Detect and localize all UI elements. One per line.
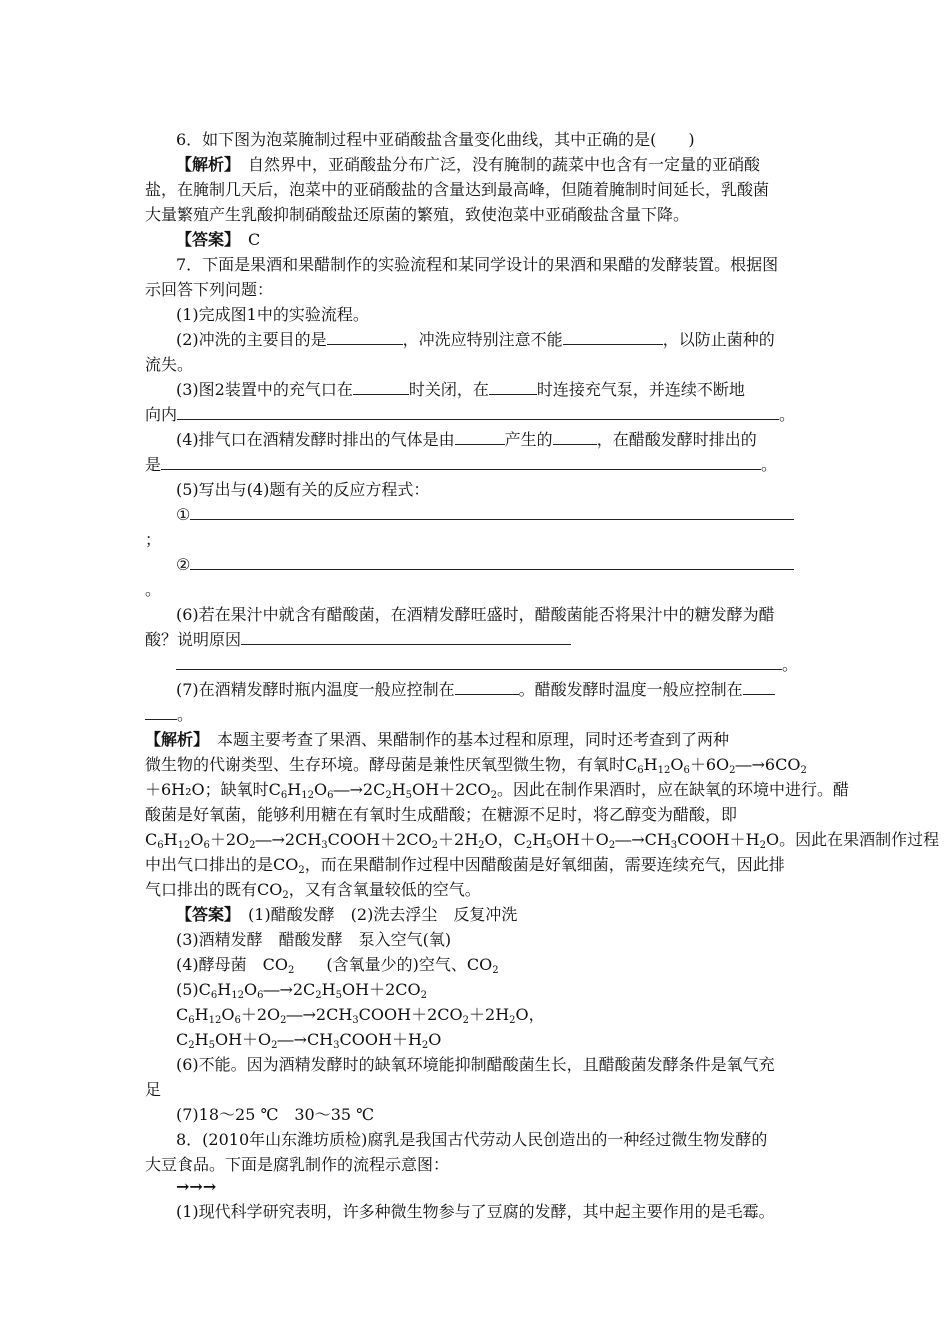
q7-answer-line-5b: $C_6H_{12}O_6+2O_2―\to 2CH_3COOH+2CO_2+2H_2O$， <box>176 1005 545 1026</box>
answer-blank[interactable] <box>553 428 597 445</box>
answer-blank[interactable] <box>455 678 519 695</box>
q7-part4-text-b: 产生的 <box>504 430 553 449</box>
answer-blank[interactable] <box>145 703 177 720</box>
q7-analysis-text-2: 微生物的代谢类型、生存环境。酵母菌是兼性厌氧型微生物，有氧时 <box>145 755 626 774</box>
q7-part5-eq2 <box>176 553 794 577</box>
q7-answer-line-5: $(5)C_6H_{12}O_6―\to 2C_2H_5OH+2CO_2$ <box>176 980 427 1001</box>
q7-analysis-text-6a: 中出气口排出的是 <box>145 855 274 874</box>
q7-analysis-line <box>145 728 729 752</box>
q7-analysis-line-2: 微生物的代谢类型、生存环境。酵母菌是兼性厌氧型微生物，有氧时$C_6H_{12}O_6+6O_2―\to 6CO_2$ <box>145 755 807 776</box>
q7-part4-text-e: 。 <box>761 455 778 474</box>
answer-blank[interactable] <box>241 628 571 645</box>
q7-analysis-text-3b: 。因此在制作果酒时，应在缺氧的环境中进行。醋 <box>497 780 850 799</box>
answer-blank[interactable] <box>327 328 403 345</box>
q7-analysis-line-5: $C_6H_{12}O_6+2O_2―\to 2CH_3COOH+2CO_2+2H_2O$，$C_2H_5OH+O_2―\to CH_3COOH+H_2O$。因此在果酒制作过程 <box>145 830 940 851</box>
q8-stem: 8．(2010年山东潍坊质检)腐乳是我国古代劳动人民创造出的一种经过微生物发酵的 <box>176 1130 768 1149</box>
q7-part5-circle-1: ① <box>176 505 191 524</box>
q7-answer-line <box>176 903 517 927</box>
answer-blank[interactable] <box>455 428 505 445</box>
answer-blank[interactable] <box>190 503 794 520</box>
q7-part2-text-c: ，以防止菌种的 <box>662 330 775 349</box>
q6-analysis-label: 【解析】 <box>176 155 233 174</box>
q7-part7-text-b: 。醋酸发酵时温度一般应控制在 <box>518 680 743 699</box>
q7-analysis-line-7: 气口排出的既有$CO_2$，又有含氧量较低的空气。 <box>145 880 481 901</box>
answer-blank[interactable] <box>161 453 761 470</box>
q7-answer-line-3: (3)酒精发酵 醋酸发酵 泵入空气(氧) <box>176 930 452 949</box>
q7-part4-text-a: (4)排气口在酒精发酵时排出的气体是由 <box>176 430 455 449</box>
q7-part6-cont <box>145 628 571 652</box>
q7-part7 <box>176 678 775 702</box>
q7-part4-text-d: 是 <box>145 455 162 474</box>
q7-part4 <box>176 428 757 452</box>
q7-analysis-text-3a: ＋6H₂O；缺氧时 <box>145 780 269 799</box>
q7-part5: (5)写出与(4)题有关的反应方程式： <box>176 480 430 499</box>
answer-blank[interactable] <box>563 328 663 345</box>
q7-answer-line-4: (4)酵母菌 $CO_2$ (含氧量少的)空气、$CO_2$ <box>176 955 499 976</box>
q7-stem-2: 示回答下列问题： <box>145 280 274 299</box>
answer-blank[interactable] <box>353 378 409 395</box>
q7-part7-cont <box>145 703 193 727</box>
q7-part2-text-b: ，冲洗应特别注意不能 <box>402 330 563 349</box>
q6-answer-label: 【答案】 <box>176 230 233 249</box>
q8-flow-arrows: →→→ <box>176 1177 217 1196</box>
q7-part3 <box>176 378 745 402</box>
q7-part2-cont: 流失。 <box>145 355 194 374</box>
q7-stem: 7．下面是果酒和果醋制作的实验流程和某同学设计的果酒和果醋的发酵装置。根据图 <box>176 255 779 274</box>
q7-part6-line <box>176 653 798 677</box>
q6-answer-text: C <box>232 230 261 249</box>
q7-part3-text-e: 。 <box>779 405 796 424</box>
q8-stem-2: 大豆食品。下面是腐乳制作的流程示意图： <box>145 1155 450 1174</box>
q6-stem: 6．如下图为泡菜腌制过程中亚硝酸盐含量变化曲线，其中正确的是( ) <box>176 130 695 149</box>
q7-analysis-line-6: 中出气口排出的是$CO_2$，而在果醋制作过程中因醋酸菌是好氧细菌，需要连续充气，因此排 <box>145 855 785 876</box>
answer-blank[interactable] <box>177 403 779 420</box>
answer-blank[interactable] <box>489 378 537 395</box>
q7-part3-text-a: (3)图2装置中的充气口在 <box>176 380 353 399</box>
q7-part4-text-c: ，在醋酸发酵时排出的 <box>596 430 757 449</box>
q6-analysis-line <box>176 153 760 177</box>
q7-answer-text-4a: (4)酵母菌 <box>176 955 263 974</box>
q7-part4-cont <box>145 453 777 477</box>
q6-analysis-text: 自然界中，亚硝酸盐分布广泛，没有腌制的蔬菜中也含有一定量的亚硝酸 <box>232 155 761 174</box>
q7-part3-text-d: 向内 <box>145 405 178 424</box>
q7-answer-line-5c: $C_2H_5OH+O_2―\to CH_3COOH+H_2O$ <box>176 1030 442 1051</box>
q7-analysis-text-7b: ，又有含氧量较低的空气。 <box>288 880 481 899</box>
answer-blank[interactable] <box>190 553 794 570</box>
q7-part3-cont <box>145 403 795 427</box>
q7-analysis-text-5b: 。因此在果酒制作过程 <box>779 830 940 849</box>
q8-part1: (1)现代科学研究表明，许多种微生物参与了豆腐的发酵，其中起主要作用的是毛霉。 <box>176 1202 775 1221</box>
q7-analysis-text-6b: ，而在果醋制作过程中因醋酸菌是好氧细菌，需要连续充气，因此排 <box>304 855 785 874</box>
q7-answer-line-6b: 足 <box>145 1080 162 1099</box>
q7-part1: (1)完成图1中的实验流程。 <box>176 305 369 324</box>
q7-analysis-line-4: 酸菌是好氧菌，能够利用糖在有氧时生成醋酸；在糖源不足时，将乙醇变为醋酸，即 <box>145 805 738 824</box>
q7-part5-circle-2: ② <box>176 555 191 574</box>
q7-part5-end: 。 <box>145 580 162 599</box>
q7-part5-eq1 <box>176 503 794 527</box>
q7-answer-line-7: (7)18～25 ℃ 30～35 ℃ <box>176 1105 375 1124</box>
q7-part6-end: 。 <box>782 655 799 674</box>
q7-part2-text-a: (2)冲洗的主要目的是 <box>176 330 327 349</box>
q7-answer-line-6: (6)不能。因为酒精发酵时的缺氧环境能抑制醋酸菌生长，且醋酸菌发酵条件是氧气充 <box>176 1055 775 1074</box>
q7-part3-text-b: 时关闭，在 <box>408 380 489 399</box>
q7-part6-text-b: 酸？说明原因 <box>145 630 242 649</box>
q7-analysis-line-3: ＋6H₂O；缺氧时$C_6H_{12}O_6―\to 2C_2H_5OH+2CO_2$。因此在制作果酒时，应在缺氧的环境中进行。醋 <box>145 780 850 801</box>
q7-part5-semicolon: ； <box>145 530 162 549</box>
q7-answer-label: 【答案】 <box>176 905 233 924</box>
q7-part2 <box>176 328 775 352</box>
q7-answer-text-1: (1)醋酸发酵 (2)洗去浮尘 反复冲洗 <box>232 905 518 924</box>
q7-analysis-text-7a: 气口排出的既有 <box>145 880 258 899</box>
answer-blank[interactable] <box>743 678 775 695</box>
q6-answer-line <box>176 228 260 252</box>
q6-analysis-line-2: 盐，在腌制几天后，泡菜中的亚硝酸盐的含量达到最高峰，但随着腌制时间延长，乳酸菌 <box>145 180 770 199</box>
q7-analysis-text: 本题主要考查了果酒、果醋制作的基本过程和原理，同时还考查到了两种 <box>201 730 730 749</box>
q7-analysis-label: 【解析】 <box>145 730 202 749</box>
q7-part7-text-a: (7)在酒精发酵时瓶内温度一般应控制在 <box>176 680 455 699</box>
q7-answer-text-4b: (含氧量少的)空气、 <box>294 955 467 974</box>
q6-analysis-line-3: 大量繁殖产生乳酸抑制硝酸盐还原菌的繁殖，致使泡菜中亚硝酸盐含量下降。 <box>145 205 690 224</box>
q7-part7-text-c: 。 <box>177 705 194 724</box>
q7-part3-text-c: 时连接充气泵，并连续不断地 <box>536 380 745 399</box>
q7-part6: (6)若在果汁中就含有醋酸菌，在酒精发酵旺盛时，醋酸菌能否将果汁中的糖发酵为醋 <box>176 605 775 624</box>
answer-blank[interactable] <box>176 653 782 670</box>
